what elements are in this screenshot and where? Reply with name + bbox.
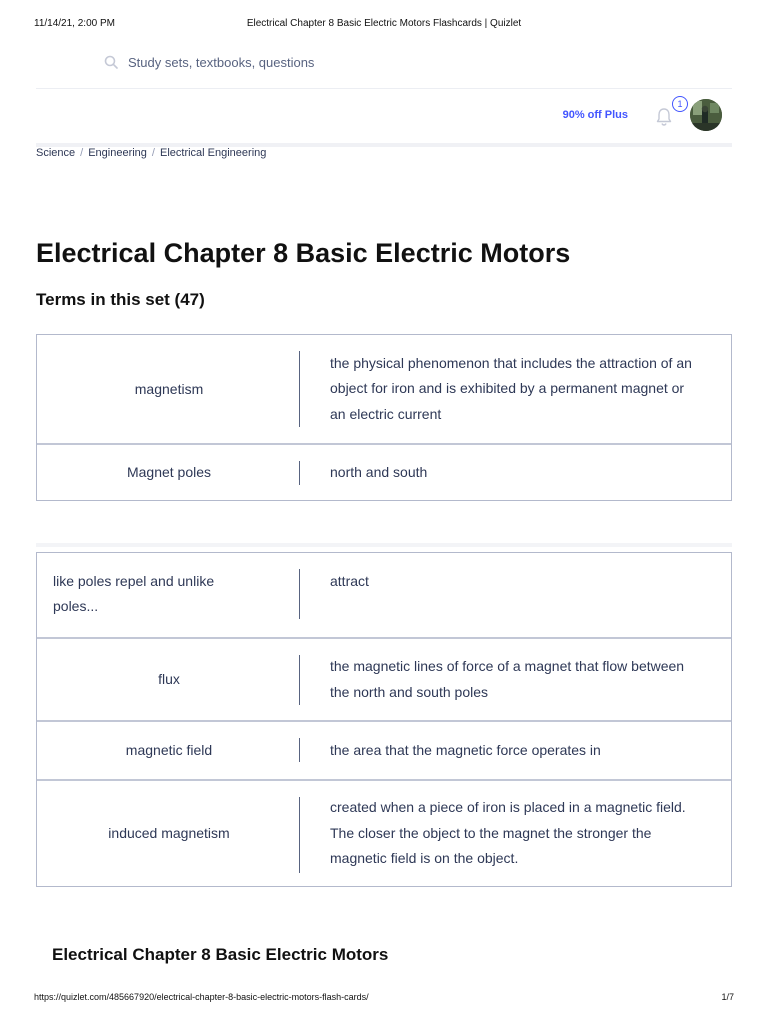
breadcrumb-electrical-engineering[interactable]: Electrical Engineering: [159, 147, 267, 159]
card-term: like poles repel and unlike poles...: [53, 573, 215, 614]
breadcrumb-science[interactable]: Science: [36, 147, 76, 159]
flashcard-group: [36, 334, 732, 501]
flashcard-row: [37, 637, 731, 720]
print-datetime: 11/14/21, 2:00 PM: [34, 18, 115, 29]
print-page-title: Electrical Chapter 8 Basic Electric Motors Flashcards | Quizlet: [246, 18, 522, 29]
card-divider: [299, 738, 300, 762]
card-term: induced magnetism: [108, 825, 230, 841]
flashcard-row: [37, 779, 731, 886]
set-title-footer-heading: Electrical Chapter 8 Basic Electric Motors: [52, 945, 389, 964]
flashcard-row: [37, 335, 731, 443]
card-term: magnetism: [134, 380, 204, 397]
breadcrumb: [36, 147, 266, 159]
card-definition: the area that the magnetic force operates in: [330, 741, 601, 758]
notification-badge: 1: [672, 96, 688, 112]
breadcrumb-separator: /: [151, 147, 155, 159]
card-definition: the magnetic lines of force of a magnet that flow between the north and south poles: [330, 658, 685, 700]
search-icon: [104, 55, 118, 69]
card-term: Magnet poles: [126, 464, 212, 480]
card-divider: [299, 461, 300, 485]
bell-icon[interactable]: [652, 105, 676, 129]
terms-count-heading: Terms in this set (47): [36, 290, 205, 309]
group-separator: [36, 543, 732, 547]
flashcard-group: [36, 552, 732, 887]
breadcrumb-engineering[interactable]: Engineering: [88, 147, 147, 159]
card-term: flux: [158, 671, 180, 687]
flashcard-row: [37, 443, 731, 500]
card-divider: [299, 797, 300, 873]
card-divider: [299, 351, 300, 427]
card-term: magnetic field: [125, 742, 213, 758]
card-divider: [299, 569, 300, 619]
print-page-number: 1/7: [721, 992, 734, 1002]
flashcard-row: [37, 720, 731, 779]
card-definition: created when a piece of iron is placed in a magnetic field. The closer the object to the magnet the stronger the magnetic field is on the object.: [330, 799, 686, 867]
flashcard-row: [37, 553, 731, 637]
user-avatar[interactable]: [690, 99, 722, 131]
page-title: Electrical Chapter 8 Basic Electric Motors: [36, 238, 571, 268]
card-definition: north and south: [330, 463, 428, 480]
print-header: [0, 18, 768, 32]
avatar-image: [690, 99, 722, 131]
top-nav-bar: [36, 88, 732, 147]
search-input[interactable]: Study sets, textbooks, questions: [128, 54, 315, 70]
upgrade-plus-link[interactable]: 90% off Plus: [562, 109, 628, 121]
breadcrumb-separator: /: [80, 147, 84, 159]
card-definition: attract: [330, 573, 369, 589]
card-divider: [299, 655, 300, 705]
card-definition: the physical phenomenon that includes the attraction of an object for iron and is exhibited by a permanent magnet or an electric current: [330, 354, 692, 422]
search-bar[interactable]: [104, 52, 314, 72]
print-url: https://quizlet.com/485667920/electrical-chapter-8-basic-electric-motors-flash-cards/: [34, 992, 369, 1002]
